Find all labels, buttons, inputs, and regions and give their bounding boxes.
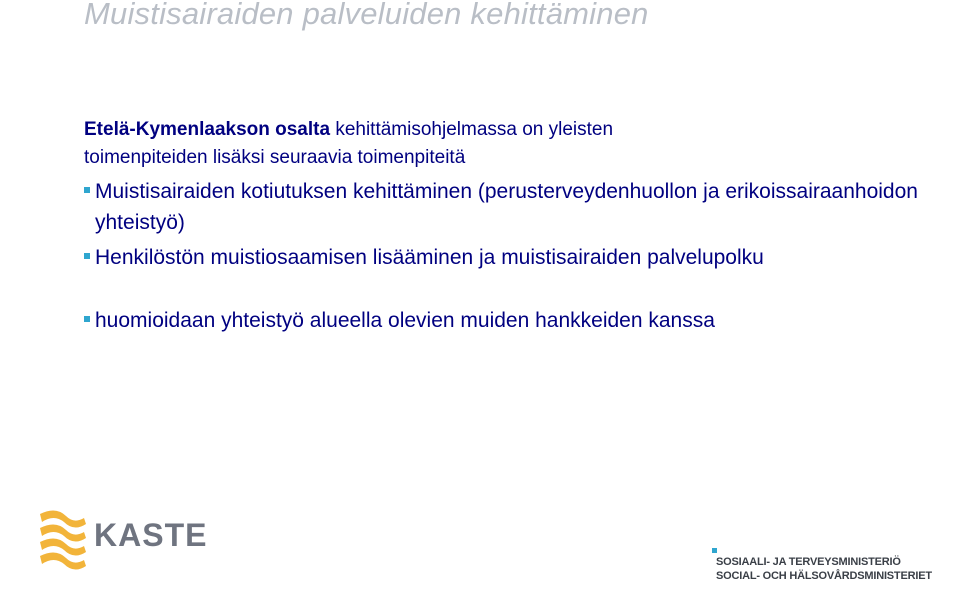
bullet-square-icon: [84, 253, 90, 259]
kaste-logo-text: KASTE: [94, 517, 208, 553]
ministry-logo: [712, 548, 942, 588]
bullet-text: Muistisairaiden kotiutuksen kehittäminen (perusterveydenhuollon ja erikoissairaanhoidon yhteistyö): [95, 180, 918, 234]
bullet-item: [84, 305, 944, 336]
ministry-square-icon: [712, 548, 717, 553]
bullet-list: [84, 176, 944, 336]
bullet-item: [84, 242, 944, 273]
bullet-square-icon: [84, 187, 90, 193]
bullet-text: Henkilöstön muistiosaamisen lisääminen ja muistisairaiden palvelupolku: [95, 246, 764, 269]
kaste-wave-icon: [40, 510, 86, 569]
bullet-text: huomioidaan yhteistyö alueella olevien muiden hankkeiden kanssa: [95, 309, 715, 332]
bullet-item: [84, 176, 944, 238]
bullet-square-icon: [84, 316, 90, 322]
intro-bold: Etelä-Kymenlaakson osalta: [84, 119, 331, 140]
slide-title: Muistisairaiden palveluiden kehittäminen: [84, 0, 649, 31]
ministry-name-fi: SOSIAALI- JA TERVEYSMINISTERIÖ: [716, 556, 901, 568]
intro-line1-rest: kehittämisohjelmassa on yleisten: [330, 119, 614, 140]
intro-paragraph: [84, 116, 904, 172]
ministry-name-sv: SOCIAL- OCH HÄLSOVÅRDSMINISTERIET: [716, 570, 932, 582]
intro-line2: toimenpiteiden lisäksi seuraavia toimenpiteitä: [84, 147, 466, 168]
kaste-logo: [38, 508, 218, 578]
